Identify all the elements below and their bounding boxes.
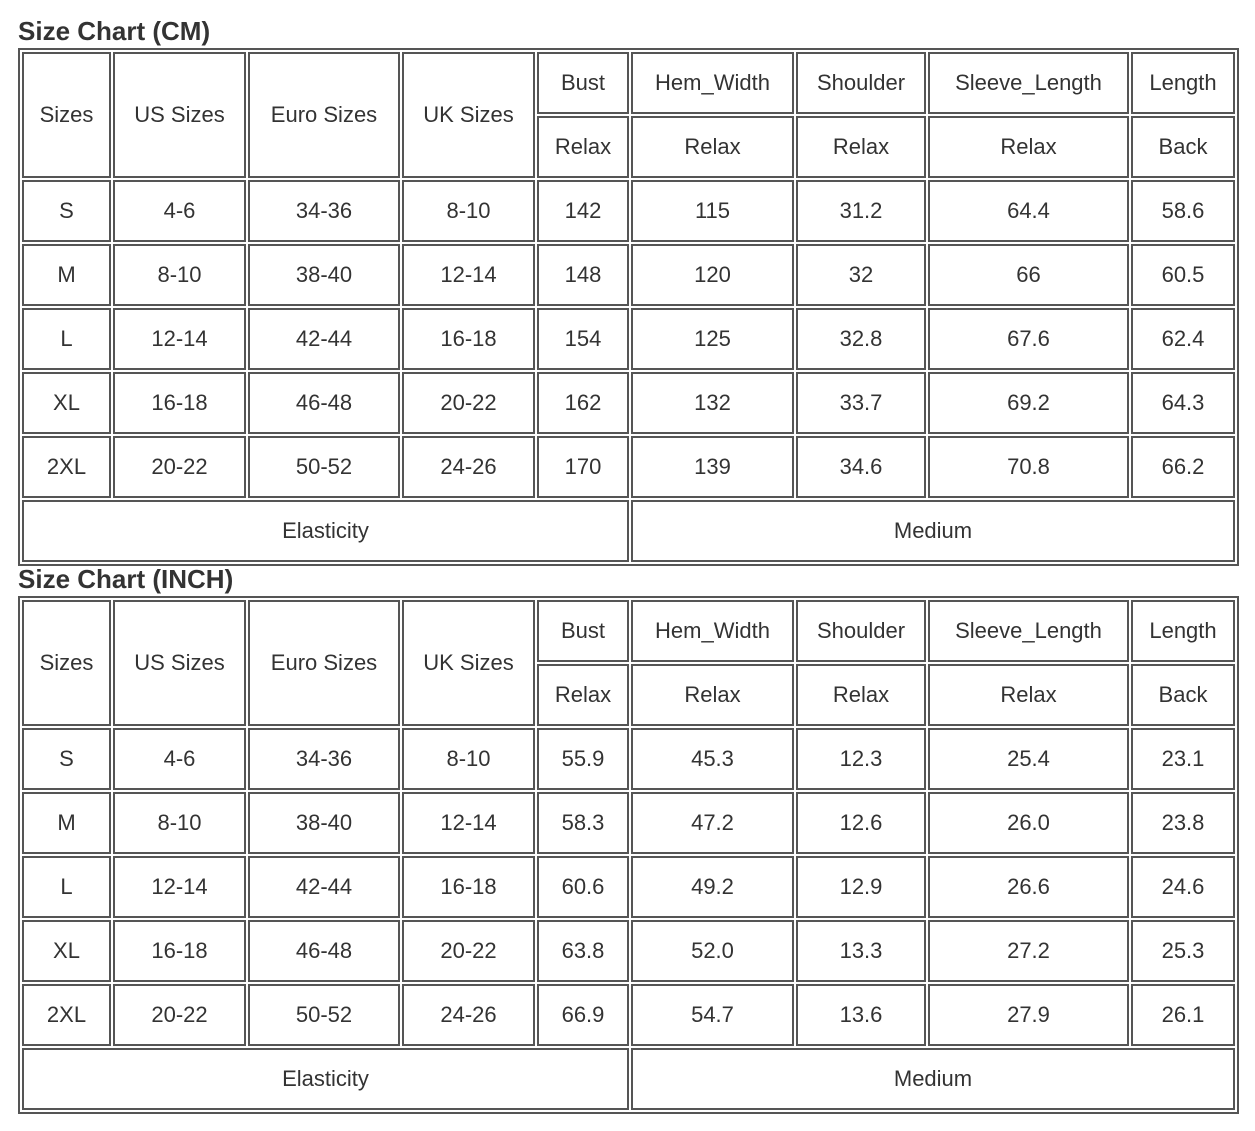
header-us-sizes: US Sizes [113, 52, 246, 178]
table-cell: 16-18 [113, 372, 246, 434]
table-cell: 25.3 [1131, 920, 1235, 982]
table-cell: 120 [631, 244, 794, 306]
table-cell: 154 [537, 308, 629, 370]
table-cell: 142 [537, 180, 629, 242]
table-cell: XL [22, 372, 111, 434]
table-cell: 20-22 [113, 436, 246, 498]
table-cell: 24.6 [1131, 856, 1235, 918]
table-cell: 16-18 [402, 308, 535, 370]
table-cell: 26.0 [928, 792, 1129, 854]
table-row [22, 728, 1235, 790]
table-cell: 49.2 [631, 856, 794, 918]
table-cell: 46-48 [248, 920, 400, 982]
table-cell: 148 [537, 244, 629, 306]
table-cell: 13.6 [796, 984, 926, 1046]
header-measure-name: Bust [537, 52, 629, 114]
table-cell: 8-10 [402, 180, 535, 242]
table-cell: 16-18 [113, 920, 246, 982]
table-cell: 125 [631, 308, 794, 370]
table-cell: 60.5 [1131, 244, 1235, 306]
table-cell: 32.8 [796, 308, 926, 370]
table-cell: 20-22 [402, 920, 535, 982]
table-cell: 66.2 [1131, 436, 1235, 498]
header-measure-name: Bust [537, 600, 629, 662]
table-cell: 62.4 [1131, 308, 1235, 370]
header-measure-sub: Relax [537, 116, 629, 178]
table-cell: 47.2 [631, 792, 794, 854]
table-cell: 12.6 [796, 792, 926, 854]
table-cell: 50-52 [248, 984, 400, 1046]
table-cell: 58.6 [1131, 180, 1235, 242]
table-cell: 12-14 [402, 792, 535, 854]
table-cell: 25.4 [928, 728, 1129, 790]
footer-row [22, 1048, 1235, 1110]
header-sizes: Sizes [22, 600, 111, 726]
size-table [18, 596, 1239, 1114]
table-cell: 4-6 [113, 180, 246, 242]
table-row [22, 984, 1235, 1046]
header-uk-sizes: UK Sizes [402, 52, 535, 178]
header-measure-sub: Relax [796, 664, 926, 726]
header-sizes: Sizes [22, 52, 111, 178]
table-cell: L [22, 856, 111, 918]
table-cell: 50-52 [248, 436, 400, 498]
table-cell: S [22, 180, 111, 242]
table-row [22, 180, 1235, 242]
table-cell: 34-36 [248, 180, 400, 242]
elasticity-value: Medium [631, 1048, 1235, 1110]
header-measure-name: Hem_Width [631, 52, 794, 114]
header-row [22, 52, 1235, 114]
size-table [18, 48, 1239, 566]
table-cell: 24-26 [402, 984, 535, 1046]
header-measure-name: Sleeve_Length [928, 600, 1129, 662]
table-cell: 24-26 [402, 436, 535, 498]
elasticity-label: Elasticity [22, 500, 629, 562]
table-cell: 13.3 [796, 920, 926, 982]
table-cell: 26.1 [1131, 984, 1235, 1046]
table-cell: 46-48 [248, 372, 400, 434]
table-cell: M [22, 244, 111, 306]
table-cell: 8-10 [113, 792, 246, 854]
header-row [22, 600, 1235, 662]
table-cell: 20-22 [113, 984, 246, 1046]
table-cell: 60.6 [537, 856, 629, 918]
table-row [22, 920, 1235, 982]
header-measure-sub: Relax [928, 116, 1129, 178]
header-measure-sub: Back [1131, 664, 1235, 726]
table-cell: 66.9 [537, 984, 629, 1046]
header-us-sizes: US Sizes [113, 600, 246, 726]
table-cell: 8-10 [113, 244, 246, 306]
elasticity-label: Elasticity [22, 1048, 629, 1110]
header-uk-sizes: UK Sizes [402, 600, 535, 726]
table-cell: 12-14 [113, 856, 246, 918]
size-chart-inch [18, 562, 1237, 1114]
header-measure-name: Hem_Width [631, 600, 794, 662]
header-measure-name: Shoulder [796, 52, 926, 114]
header-measure-name: Length [1131, 600, 1235, 662]
header-measure-sub: Back [1131, 116, 1235, 178]
table-cell: 38-40 [248, 244, 400, 306]
table-cell: 12.3 [796, 728, 926, 790]
table-cell: 26.6 [928, 856, 1129, 918]
table-row [22, 792, 1235, 854]
table-cell: 16-18 [402, 856, 535, 918]
table-cell: 64.3 [1131, 372, 1235, 434]
table-cell: 34-36 [248, 728, 400, 790]
table-cell: 132 [631, 372, 794, 434]
table-cell: 66 [928, 244, 1129, 306]
table-cell: 12.9 [796, 856, 926, 918]
table-cell: 42-44 [248, 308, 400, 370]
footer-row [22, 500, 1235, 562]
table-row [22, 436, 1235, 498]
table-cell: 20-22 [402, 372, 535, 434]
table-cell: 23.1 [1131, 728, 1235, 790]
table-cell: 170 [537, 436, 629, 498]
table-cell: 52.0 [631, 920, 794, 982]
header-measure-sub: Relax [537, 664, 629, 726]
elasticity-value: Medium [631, 500, 1235, 562]
table-cell: L [22, 308, 111, 370]
chart-title: Size Chart (INCH) [18, 564, 234, 594]
size-chart-cm [18, 14, 1237, 566]
header-measure-name: Length [1131, 52, 1235, 114]
table-cell: 162 [537, 372, 629, 434]
table-row [22, 308, 1235, 370]
header-measure-sub: Relax [796, 116, 926, 178]
table-row [22, 856, 1235, 918]
table-cell: XL [22, 920, 111, 982]
header-measure-sub: Relax [631, 116, 794, 178]
table-cell: 2XL [22, 984, 111, 1046]
table-cell: 139 [631, 436, 794, 498]
table-row [22, 244, 1235, 306]
table-cell: 4-6 [113, 728, 246, 790]
table-cell: 70.8 [928, 436, 1129, 498]
table-cell: 2XL [22, 436, 111, 498]
table-cell: 115 [631, 180, 794, 242]
table-cell: 27.2 [928, 920, 1129, 982]
table-cell: 12-14 [402, 244, 535, 306]
table-cell: 55.9 [537, 728, 629, 790]
table-cell: S [22, 728, 111, 790]
chart-title: Size Chart (CM) [18, 16, 211, 46]
table-cell: 63.8 [537, 920, 629, 982]
table-cell: 34.6 [796, 436, 926, 498]
header-measure-sub: Relax [631, 664, 794, 726]
header-measure-sub: Relax [928, 664, 1129, 726]
table-cell: 31.2 [796, 180, 926, 242]
table-cell: 33.7 [796, 372, 926, 434]
table-cell: 58.3 [537, 792, 629, 854]
table-cell: 45.3 [631, 728, 794, 790]
table-cell: 54.7 [631, 984, 794, 1046]
table-cell: 23.8 [1131, 792, 1235, 854]
table-cell: 69.2 [928, 372, 1129, 434]
table-row [22, 372, 1235, 434]
table-cell: 27.9 [928, 984, 1129, 1046]
table-cell: 64.4 [928, 180, 1129, 242]
table-cell: 38-40 [248, 792, 400, 854]
table-cell: 42-44 [248, 856, 400, 918]
header-euro-sizes: Euro Sizes [248, 600, 400, 726]
table-cell: 67.6 [928, 308, 1129, 370]
table-cell: 32 [796, 244, 926, 306]
table-cell: 8-10 [402, 728, 535, 790]
header-measure-name: Shoulder [796, 600, 926, 662]
header-euro-sizes: Euro Sizes [248, 52, 400, 178]
header-measure-name: Sleeve_Length [928, 52, 1129, 114]
table-cell: 12-14 [113, 308, 246, 370]
table-cell: M [22, 792, 111, 854]
